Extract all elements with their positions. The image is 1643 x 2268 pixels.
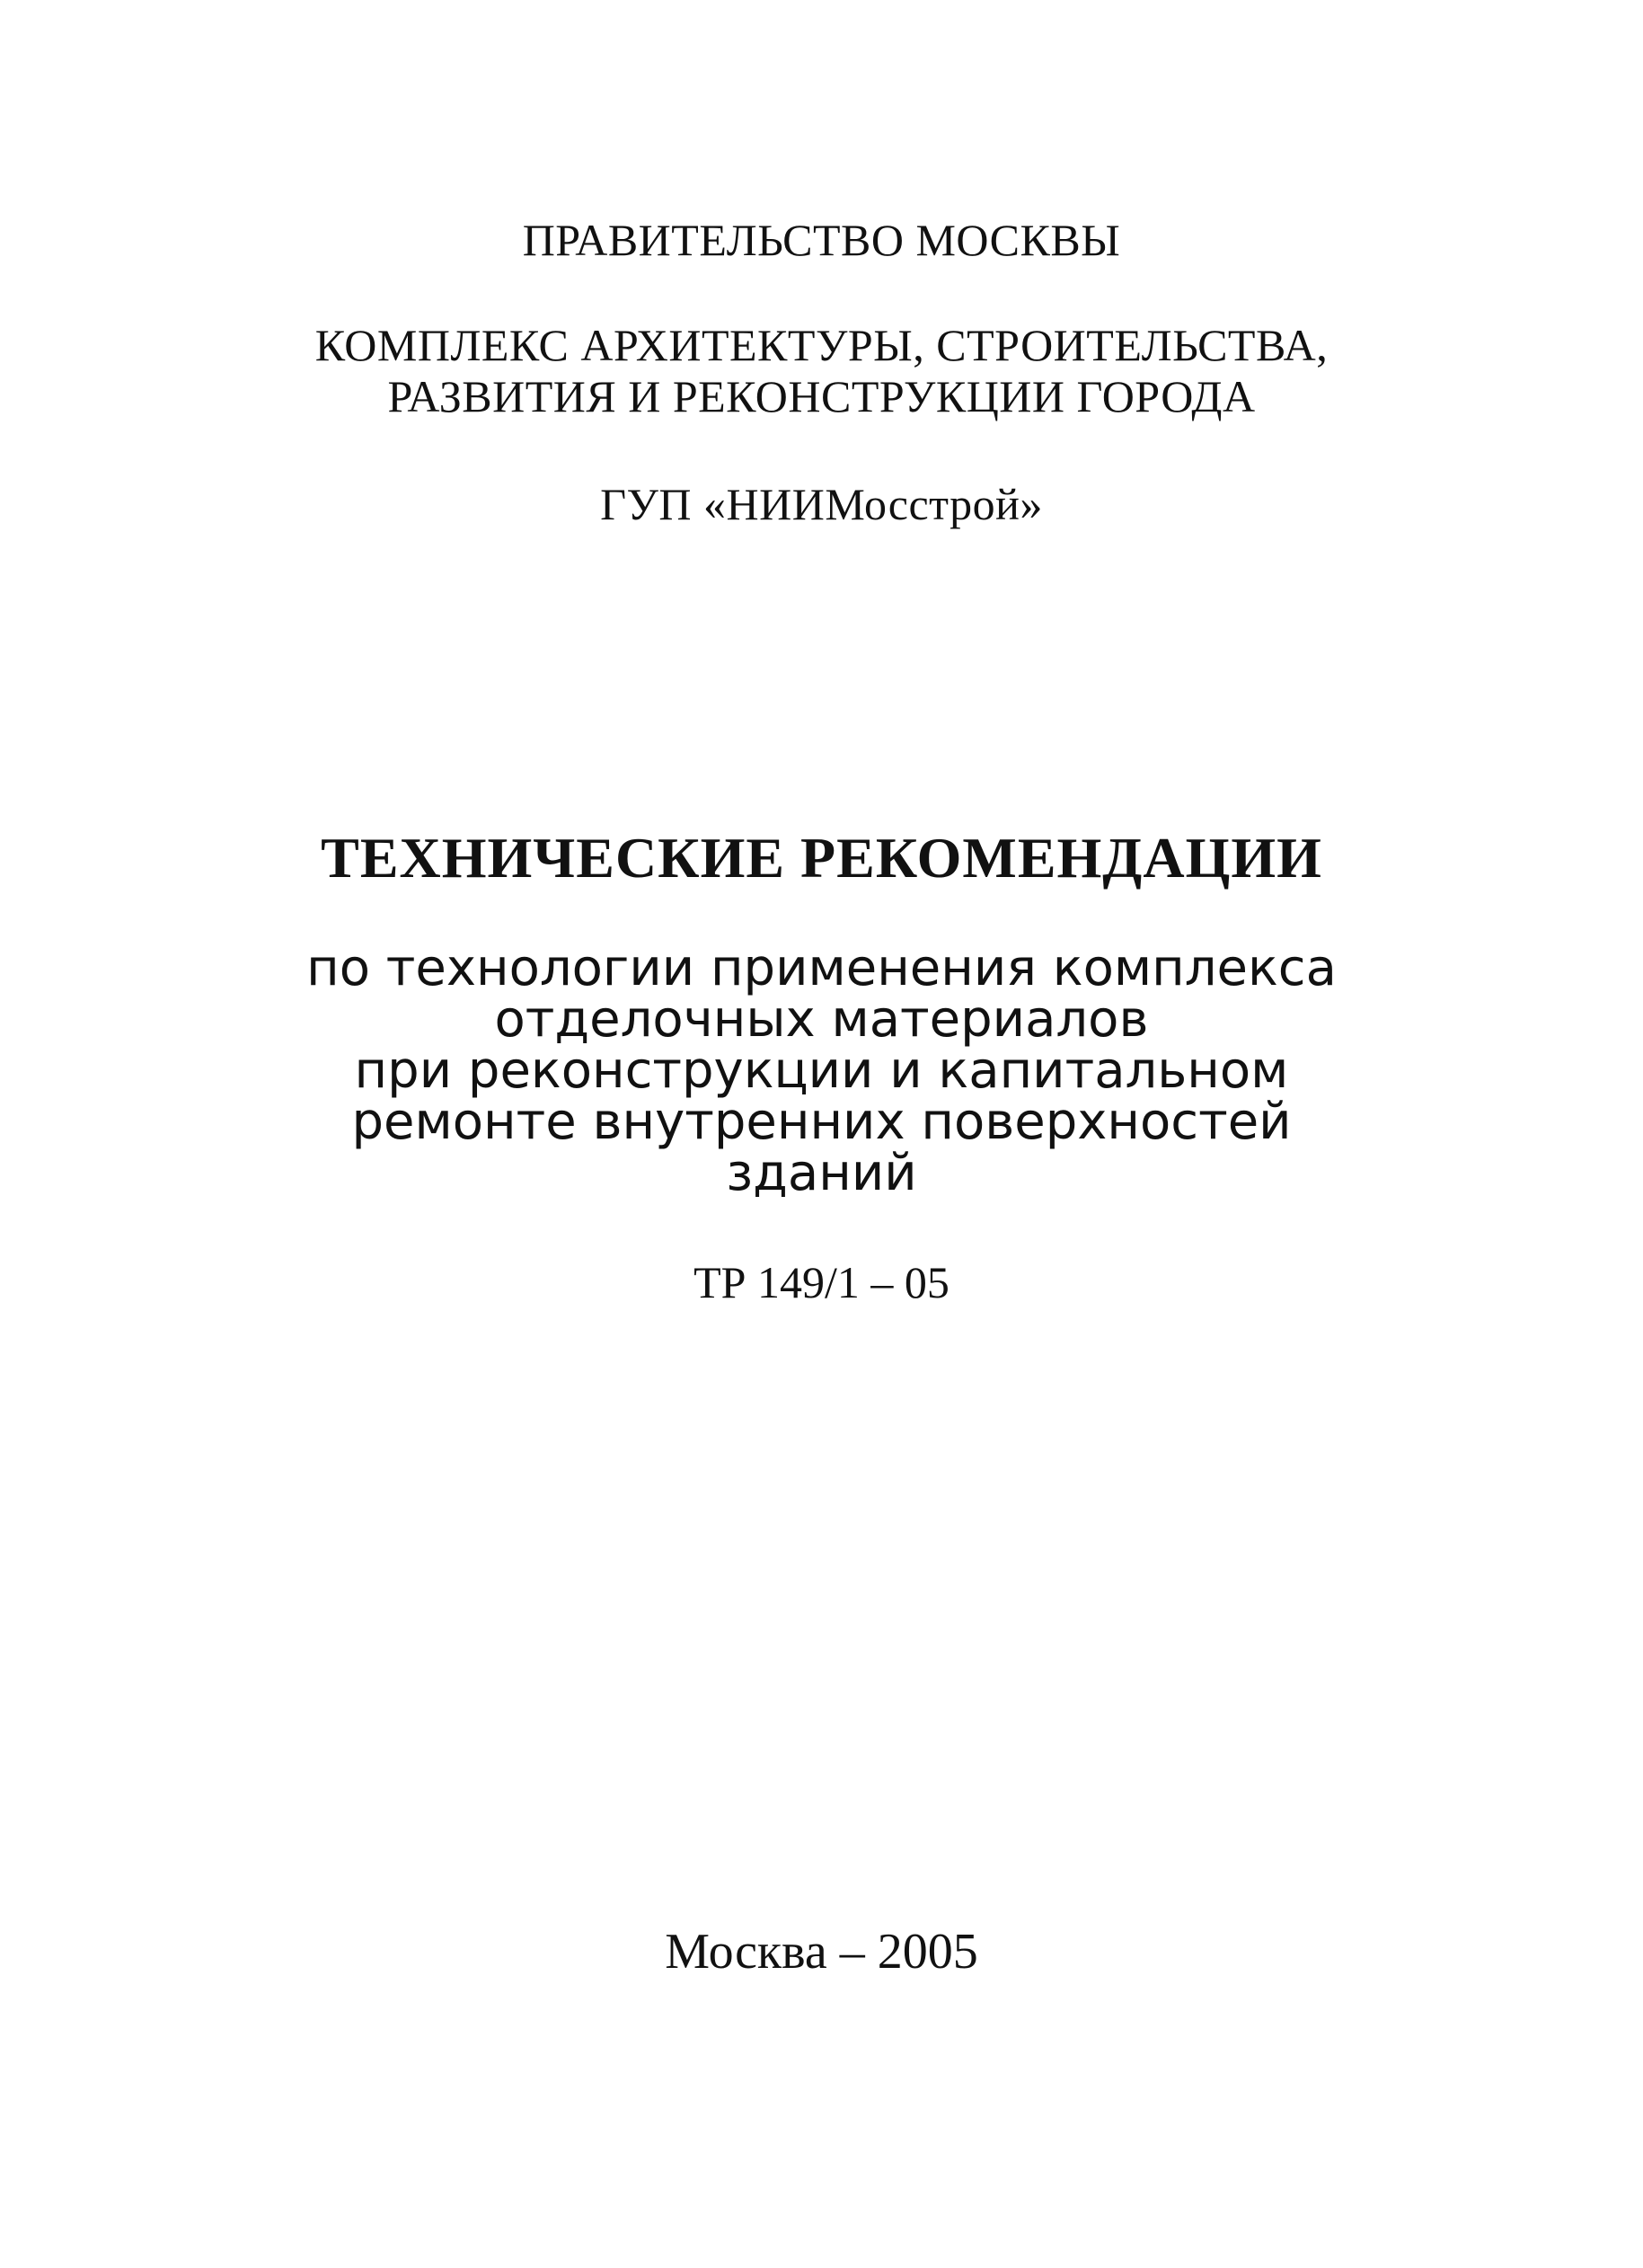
- subtitle-line: ремонте внутренних поверхностей: [351, 1093, 1292, 1151]
- subtitle-line: зданий: [726, 1144, 917, 1202]
- document-title: ТЕХНИЧЕСКИЕ РЕКОМЕНДАЦИИ: [321, 826, 1322, 890]
- subtitle-line: при реконструкции и капитальном: [354, 1041, 1289, 1100]
- document-code: ТР 149/1 – 05: [693, 1257, 950, 1307]
- complex-name-line-1: КОМПЛЕКС АРХИТЕКТУРЫ, СТРОИТЕЛЬСТВА,: [314, 320, 1329, 370]
- complex-name-line-2: РАЗВИТИЯ И РЕКОНСТРУКЦИИ ГОРОДА: [387, 371, 1256, 421]
- government-name: ПРАВИТЕЛЬСТВО МОСКВЫ: [522, 215, 1121, 265]
- subtitle-line: по технологии применения комплекса: [306, 939, 1337, 997]
- subtitle-line: отделочных материалов: [494, 990, 1149, 1049]
- city-year: Москва – 2005: [665, 1924, 978, 1980]
- institute-name: ГУП «НИИМосстрой»: [600, 479, 1043, 529]
